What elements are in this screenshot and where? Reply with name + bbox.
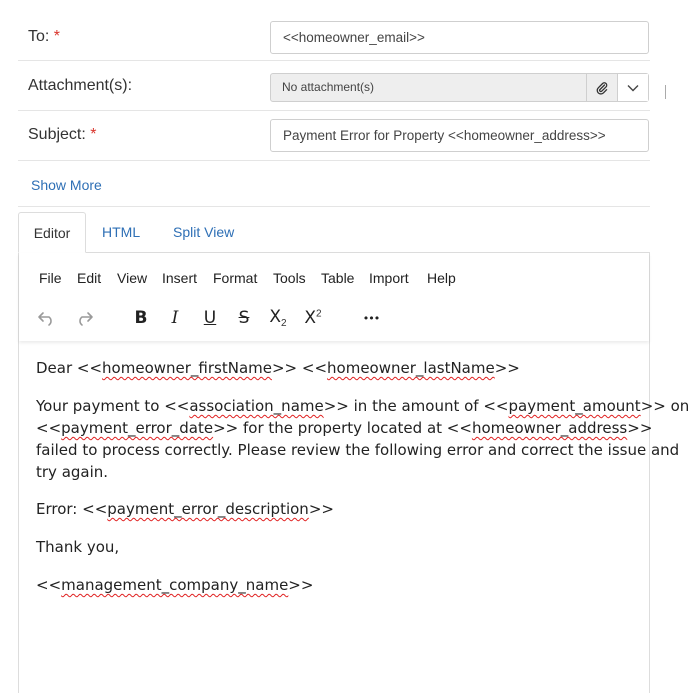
subscript-button[interactable]	[266, 306, 290, 330]
menu-file[interactable]: File	[39, 270, 62, 286]
attachments-field[interactable]	[270, 73, 649, 102]
edge-divider	[665, 85, 666, 99]
paragraph-line: <<payment_error_date>> for the property located at <<homeowner_address>>	[36, 419, 653, 437]
underline-button[interactable]	[198, 306, 222, 330]
underline-icon: U	[203, 308, 217, 328]
editor-tabs	[18, 212, 650, 253]
redo-icon	[74, 310, 94, 326]
attachments-dropdown-button[interactable]	[617, 74, 648, 101]
greeting-line[interactable]: Dear <<homeowner_firstName>> <<homeowner_lastName>>	[36, 359, 520, 377]
paragraph-line: Your payment to <<association_name>> in the amount of <<payment_amount>> on	[36, 397, 689, 415]
menu-edit[interactable]: Edit	[77, 270, 102, 286]
to-field[interactable]	[270, 21, 649, 54]
paperclip-icon	[595, 81, 609, 95]
rich-text-editor	[18, 253, 689, 693]
divider	[18, 60, 650, 61]
superscript-icon: $X^2$	[304, 308, 322, 328]
tab-editor[interactable]: Editor	[18, 212, 86, 253]
add-attachment-button[interactable]	[586, 74, 617, 101]
redo-button[interactable]	[72, 306, 96, 330]
bold-button[interactable]	[129, 306, 153, 330]
undo-icon	[37, 310, 57, 326]
chevron-down-icon	[627, 84, 639, 92]
menu-format[interactable]: Format	[213, 270, 258, 286]
strikethrough-button[interactable]	[232, 306, 256, 330]
divider	[18, 110, 650, 111]
menu-help[interactable]: Help	[427, 270, 456, 286]
more-icon: •••	[362, 311, 380, 325]
superscript-button[interactable]	[301, 306, 325, 330]
attachments-value: No attachment(s)	[282, 80, 375, 94]
strikethrough-icon: S	[238, 308, 250, 328]
undo-button[interactable]	[35, 306, 59, 330]
divider	[18, 160, 650, 161]
required-mark: *	[90, 126, 97, 143]
menu-tools[interactable]: Tools	[273, 270, 306, 286]
tab-html[interactable]: HTML	[102, 224, 141, 240]
subject-label: Subject: *	[28, 126, 97, 143]
more-options-button[interactable]	[359, 306, 383, 330]
signature-line[interactable]: <<management_company_name>>	[36, 576, 314, 594]
menu-insert[interactable]: Insert	[162, 270, 198, 286]
menu-import[interactable]: Import	[369, 270, 409, 286]
paragraph-line: try again.	[36, 463, 109, 481]
subject-field[interactable]	[270, 119, 649, 152]
attachments-label: Attachment(s):	[28, 77, 133, 94]
thanks-line[interactable]: Thank you,	[36, 538, 120, 556]
divider	[18, 206, 650, 207]
tab-split-view[interactable]: Split View	[173, 224, 235, 240]
menu-view[interactable]: View	[117, 270, 148, 286]
show-more-link[interactable]: Show More	[31, 177, 102, 193]
italic-button[interactable]	[163, 306, 187, 330]
bold-icon: B	[134, 308, 148, 328]
error-line[interactable]: Error: <<payment_error_description>>	[36, 500, 334, 518]
subscript-icon: $X_2$	[269, 306, 287, 330]
editor-menubar	[19, 253, 649, 341]
to-label: To: *	[28, 28, 61, 45]
paragraph-line: failed to process correctly. Please review the following error and correct the issue and	[36, 441, 680, 459]
required-mark: *	[53, 28, 61, 45]
italic-icon: I	[171, 308, 179, 328]
menu-table[interactable]: Table	[321, 270, 355, 286]
